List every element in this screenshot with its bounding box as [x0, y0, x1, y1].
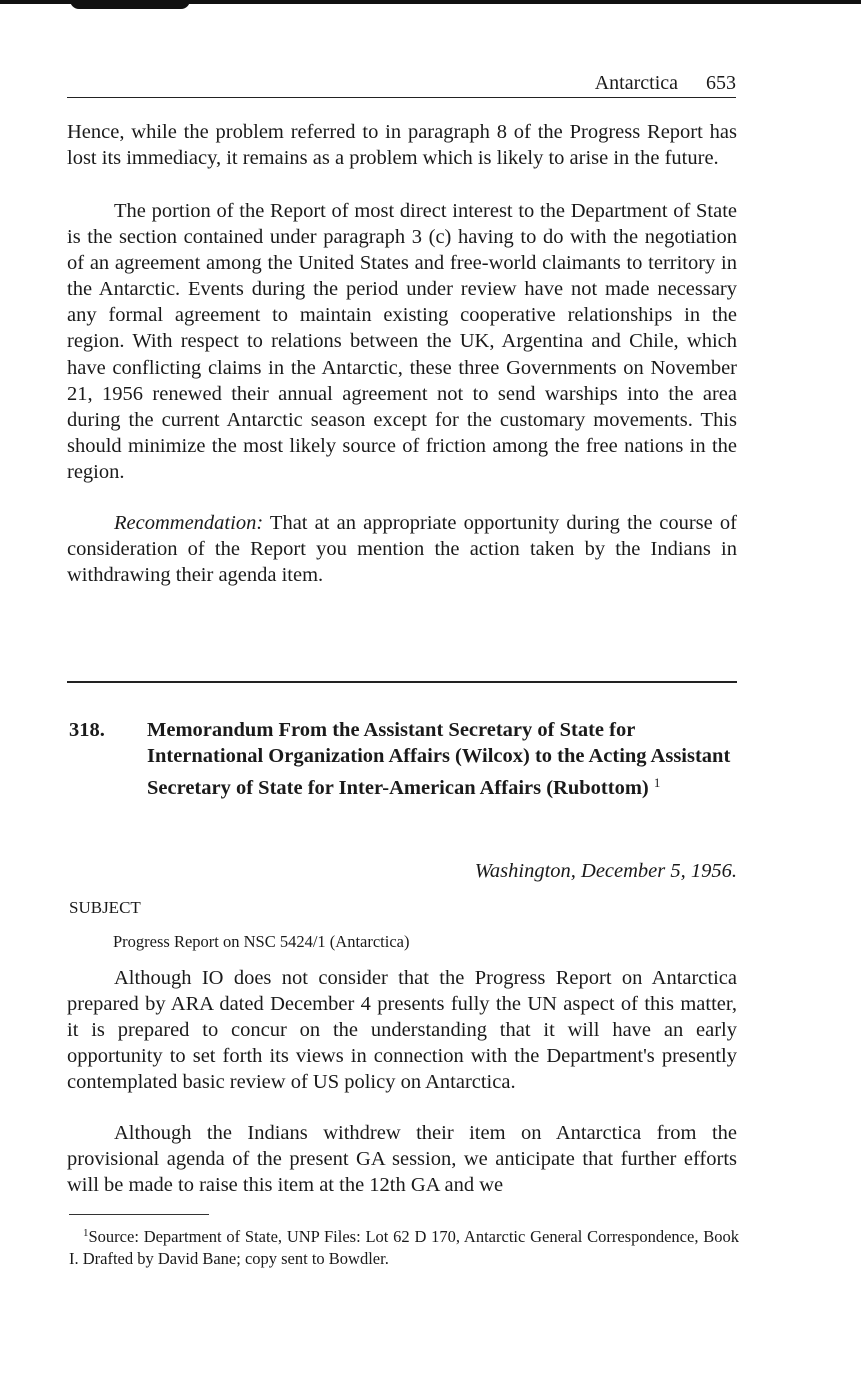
running-title: Antarctica	[594, 72, 678, 94]
document-title-text: Memorandum From the Assistant Secretary of State for International Organization Affairs (Wilcox) to the Acting Assistant Secretary of State for Inter-American Affairs (Rubottom)	[147, 719, 731, 799]
subject-label: SUBJECT	[69, 898, 141, 917]
footnote-rule	[69, 1214, 209, 1215]
dateline: Washington, December 5, 1956.	[474, 860, 737, 882]
subject-text: Progress Report on NSC 5424/1 (Antarctica)	[113, 932, 410, 951]
paragraph-recommendation	[67, 510, 737, 588]
recommendation-text: That at an appropriate opportunity during the course of consideration of the Report you mention the action taken by the Indians in withdrawing their agenda item.	[67, 512, 737, 587]
paragraph-continuation: Hence, while the problem referred to in paragraph 8 of the Progress Report has lost its immediacy, it remains as a problem which is likely to arise in the future.	[67, 121, 737, 170]
running-header	[67, 70, 736, 98]
document-title	[147, 717, 737, 801]
section-divider	[67, 681, 737, 683]
document-number: 318.	[69, 719, 105, 741]
recommendation-label: Recommendation:	[114, 512, 264, 534]
paragraph-indians-withdrew: Although the Indians withdrew their item on Antarctica from the provisional agenda of the present GA session, we anticipate that further efforts will be made to raise this item at the 12th GA and we	[67, 1122, 737, 1197]
paragraph-io-concur: Although IO does not consider that the Progress Report on Antarctica prepared by ARA dated December 4 presents fully the UN aspect of this matter, it is prepared to concur on the understanding that it will have an early opportunity to set forth its views in connection with the Department's presently contemplated basic review of US policy on Antarctica.	[67, 967, 737, 1094]
paragraph-report-interest: The portion of the Report of most direct interest to the Department of State is the section contained under paragraph 3 (c) having to do with the negotiation of an agreement among the United States and free-world claimants to territory in the Antarctic. Events during the period under review have not made necessary any formal agreement to maintain existing cooperative relationships in the region. With respect to relations between the UK, Argentina and Chile, which have conflicting claims in the Antarctic, these three Governments on November 21, 1956 renewed their annual agreement not to send warships into the area during the current Antarctic season except for the customary movements. This should minimize the most likely source of friction among the free nations in the region.	[67, 200, 737, 483]
page-number: 653	[706, 72, 736, 94]
footnote-marker: 1	[83, 1227, 89, 1239]
scan-edge-mark	[70, 0, 190, 9]
footnote	[69, 1222, 739, 1270]
footnote-ref: 1	[653, 774, 661, 790]
footnote-text: Source: Department of State, UNP Files: Lot 62 D 170, Antarctic General Correspondence, Book I. Drafted by David Bane; copy sent to Bowdler.	[69, 1227, 739, 1268]
